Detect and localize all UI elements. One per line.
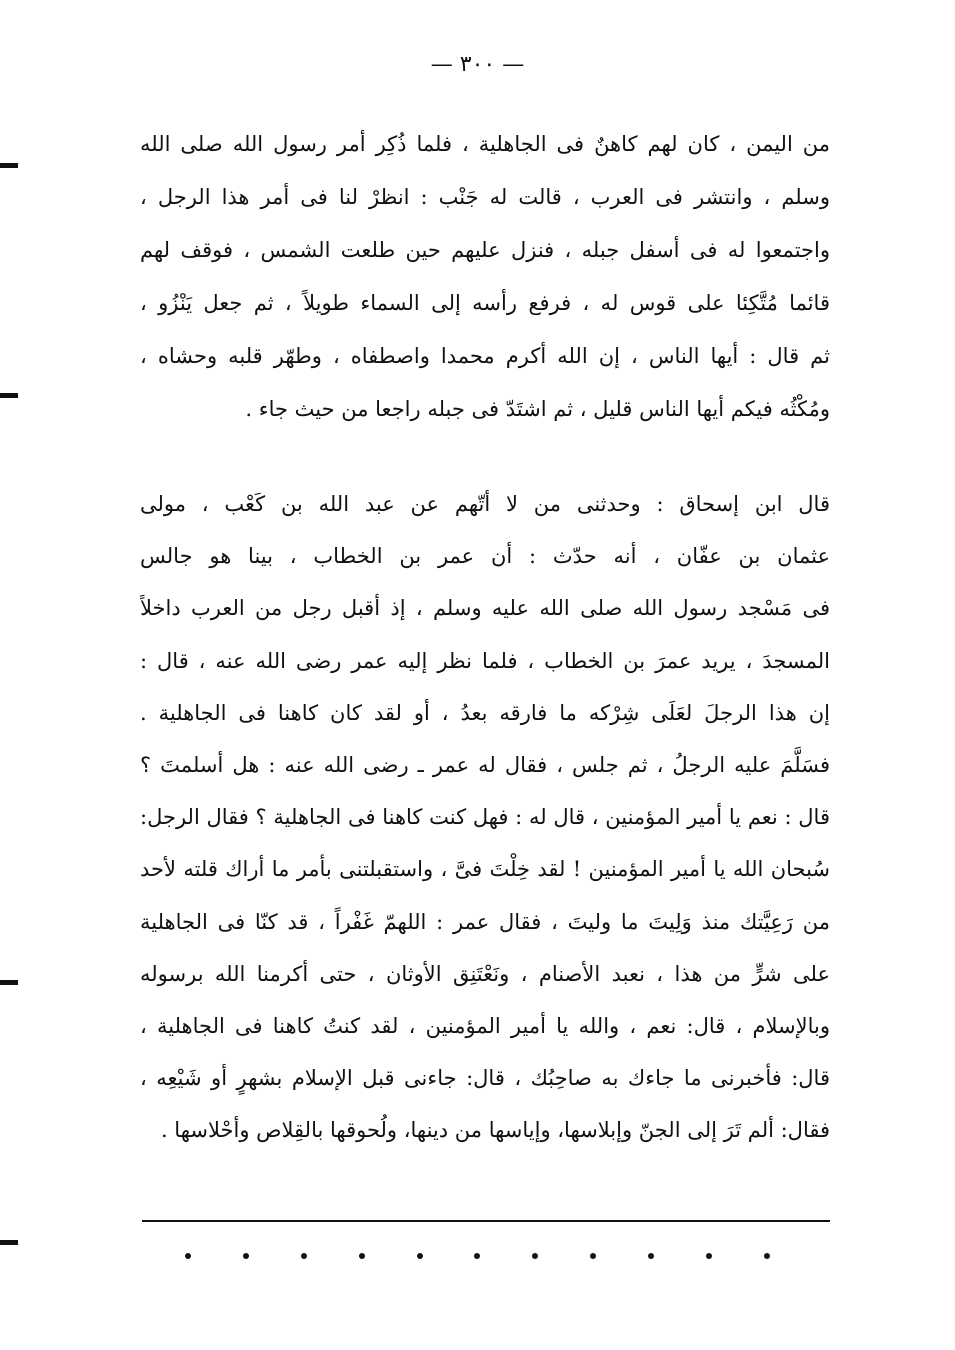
dot [185,1253,191,1259]
dot [417,1253,423,1259]
footnote-dots [185,1246,770,1266]
dot [532,1253,538,1259]
text-line: ومُكْثُه فيكم أيها الناس قليل ، ثم اشتَدّ فى جبله راجعا من حيث جاء . [245,397,830,421]
margin-mark [0,1240,18,1245]
text-line: قال : نعم يا أمير المؤمنين ، قال له : فهل كنت كاهنا فى الجاهلية ؟ فقال الرجل: [140,805,830,830]
text-line: فى مَسْجد رسول الله صلى الله عليه وسلم ، إذ أقبل رجل من العرب داخلاً [140,596,830,621]
page-number: — ٣٠٠ — [430,52,525,77]
text-line: فسَلَّمَ عليه الرجلُ ، ثم جلس ، فقال له عمر ـ رضى الله عنه : هل أسلمتَ ؟ [140,752,830,777]
text-line: قال ابن إسحاق : وحدثنى من لا أتّهم عن عبد الله بن كَعْب ، مولى [140,492,830,516]
text-line: إن هذا الرجلَ لعَلَى شِرْكه ما فارقه بعدُ ، أو لقد كان كاهنا فى الجاهلية . [140,700,830,725]
margin-mark [0,163,18,168]
text-line: على شرٍّ من هذا ، نعبد الأصنام ، ونَعْتَنِق الأوثان ، حتى أكرمنا الله برسوله [140,961,830,986]
text-line: من اليمن ، كان لهم كاهنٌ فى الجاهلية ، فلما ذُكِر أمر رسول الله صلى الله [140,132,830,156]
dot [474,1253,480,1259]
dot [301,1253,307,1259]
text-line: وسلم ، وانتشر فى العرب ، قالت له جَنْب : انظرْ لنا فى أمر هذا الرجل ، [140,185,830,209]
text-line: قال: فأخبرنى ما جاءك به صاحِبُك ، قال: جاءنى قبل الإسلام بشهرٍ أو شَيْعِه ، [140,1066,830,1091]
text-line: من رَعِيَّتك منذ وَلِيتَ ما وليتَ ، فقال عمر : اللهمّ غَفْراً ، قد كنّا فى الجاهلية [140,909,830,934]
text-line: سُبحان الله يا أمير المؤمنين ! لقد خِلْتَ فىَّ ، واستقبلتنى بأمر ما أراك قلته لأحد [140,857,830,882]
text-line: وبالإسلام ، قال: نعم ، والله يا أمير المؤمنين ، لقد كنتُ كاهنا فى الجاهلية ، [140,1013,830,1038]
footer-rule [142,1220,830,1222]
paragraph-2 [140,478,830,1156]
text-line: المسجدَ ، يريد عمرَ بن الخطاب ، فلما نظر إليه عمر رضى الله عنه ، قال : [140,648,830,673]
dot [243,1253,249,1259]
margin-mark [0,980,18,985]
dot [706,1253,712,1259]
paragraph-1 [140,118,830,436]
dot [764,1253,770,1259]
dot [359,1253,365,1259]
text-line: عثمان بن عفّان ، أنه حدّث : أن عمر بن الخطاب ، بينا هو جالس [140,544,830,569]
text-line: واجتمعوا له فى أسفل جبله ، فنزل عليهم حين طلعت الشمس ، فوقف لهم [140,238,830,262]
dot [590,1253,596,1259]
margin-mark [0,393,18,398]
text-line: قائما مُتَّكِئا على قوس له ، فرفع رأسه إلى السماء طويلاً ، ثم جعل يَنْزُو ، [140,291,830,315]
text-line: فقال: ألم تَرَ إلى الجنّ وإبلاسها، وإياسها من دينها، ولُحوقها بالقِلاص وأحْلاسها . [160,1118,830,1143]
dot [648,1253,654,1259]
text-line: ثم قال : أيها الناس ، إن الله أكرم محمدا واصطفاه ، وطهّر قلبه وحشاه ، [140,344,830,368]
